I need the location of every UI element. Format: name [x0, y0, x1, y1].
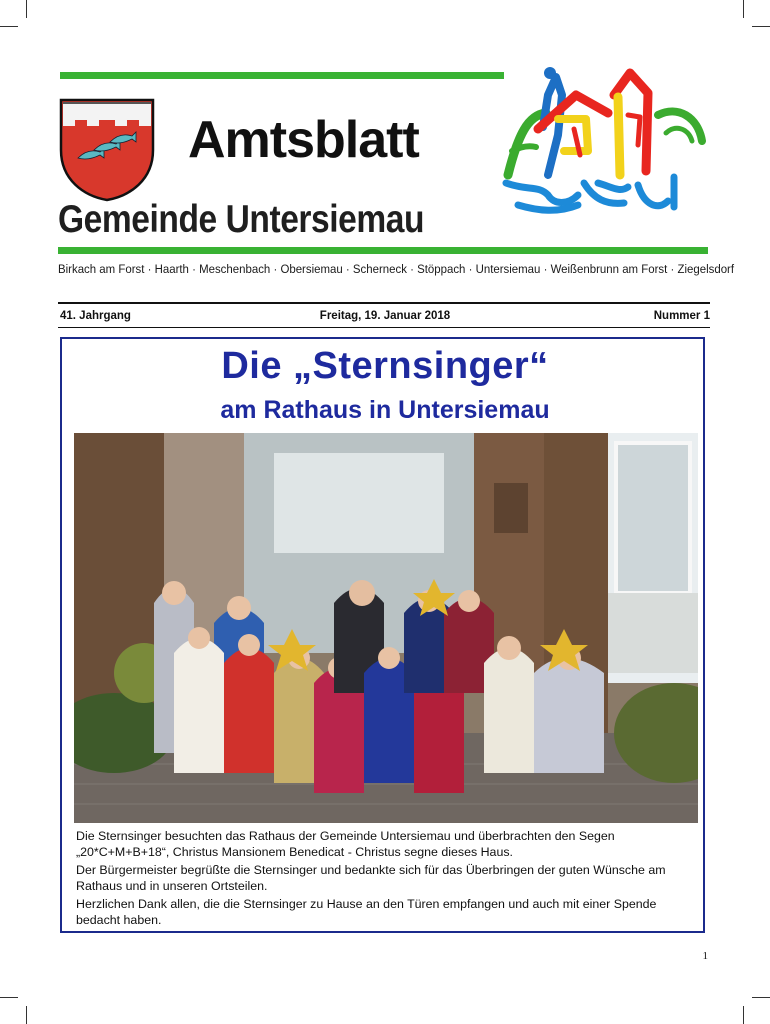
masthead-bottom-bar	[58, 247, 708, 254]
colorful-village-logo-icon	[498, 55, 708, 215]
crop-mark	[752, 26, 770, 27]
crop-mark	[26, 0, 27, 18]
masthead-top-bar	[60, 72, 504, 79]
issue-number: Nummer 1	[653, 310, 710, 322]
crop-mark	[0, 997, 18, 998]
crop-mark	[0, 26, 18, 27]
crop-mark	[743, 1006, 744, 1024]
districts-line: Birkach am Forst · Haarth · Meschenbach · Obersiemau · Scherneck · Stöppach · Untersiemau · Weißenbrunn am Forst · Ziegelsdorf	[58, 262, 735, 276]
page-number: 1	[702, 950, 708, 962]
municipality-title: Gemeinde Untersiemau	[58, 198, 425, 241]
caption-paragraph: Die Sternsinger besuchten das Rathaus der Gemeinde Untersiemau und überbrachten den Segen „20*C+M+B+18“, Christus Mansionem Benedicat - Christus segne dieses Haus.	[76, 829, 615, 859]
caption-paragraph: Der Bürgermeister begrüßte die Sternsinger und bedankte sich für das Überbringen der guten Wünsche am Rathaus und in unseren Ortsteilen.	[76, 863, 666, 893]
issue-volume: 41. Jahrgang	[60, 310, 131, 322]
crop-mark	[26, 1006, 27, 1024]
article-caption	[76, 828, 700, 930]
group-photo-sternsinger	[74, 433, 698, 823]
header-rule-top	[58, 302, 710, 304]
issue-date: Freitag, 19. Januar 2018	[319, 310, 451, 322]
crop-mark	[743, 0, 744, 18]
caption-paragraph: Herzlichen Dank allen, die die Sternsinger zu Hause an den Türen empfangen und auch mit einer Spende bedacht haben.	[76, 897, 657, 927]
crop-mark	[752, 997, 770, 998]
article-subheadline: am Rathaus in Untersiemau	[220, 396, 550, 424]
article-headline: Die „Sternsinger“	[221, 345, 549, 387]
masthead-title: Amtsblatt	[188, 111, 419, 169]
coat-of-arms-fish-icon	[58, 98, 156, 202]
header-rule-bottom	[58, 327, 710, 328]
